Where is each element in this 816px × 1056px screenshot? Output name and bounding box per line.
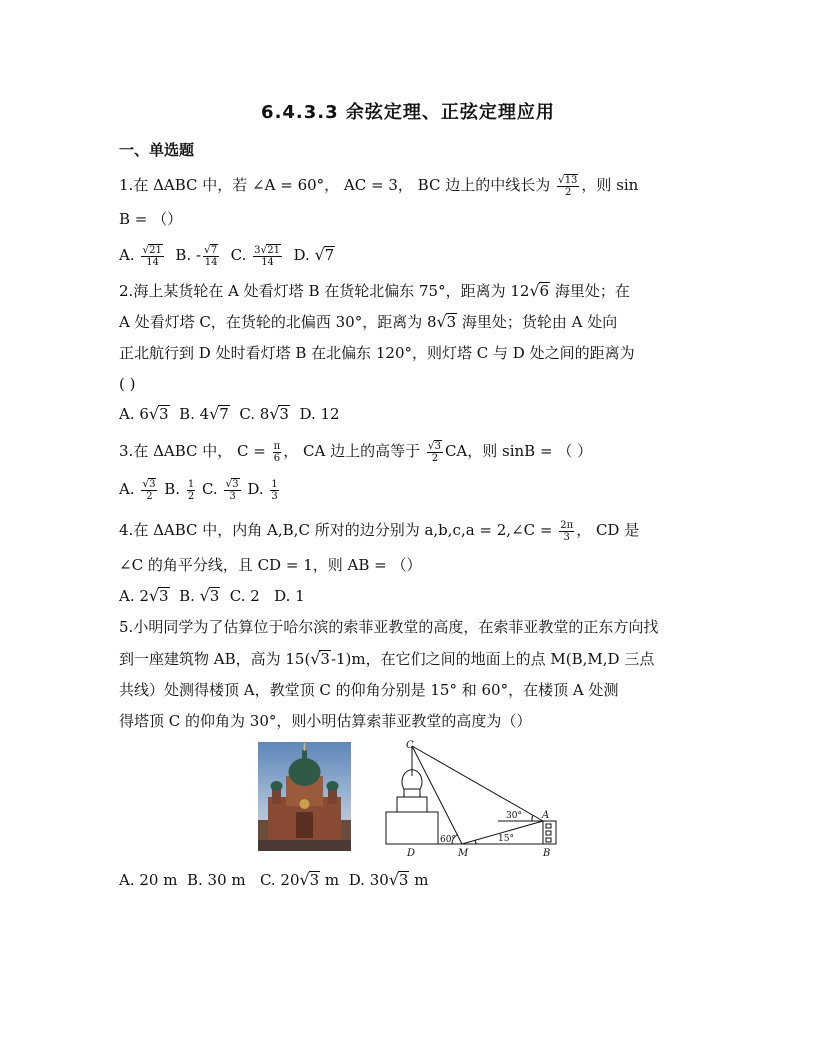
question-2-line-1: 2.海上某货轮在 A 处看灯塔 B 在货轮北偏东 75°，距离为 12√6 海里处；在	[119, 281, 630, 300]
q5-c-root: 3	[309, 871, 320, 889]
q2-option-c: C. 8	[239, 405, 270, 423]
q3-option-d: D.	[247, 480, 264, 498]
question-3-options	[119, 478, 281, 502]
q2-text-d: 海里处；货轮由 A 处向	[461, 313, 618, 331]
q4-number: 4.	[119, 521, 134, 539]
q4-option-b: B.	[179, 587, 195, 605]
q5-d-unit: m	[414, 871, 429, 889]
q2-option-b: B. 4	[179, 405, 210, 423]
q5-sqrt3: 3	[320, 650, 330, 668]
q1-option-d: D.	[293, 246, 310, 264]
label-m: M	[458, 848, 469, 859]
q5-text-a: 小明同学为了估算位于哈尔滨的索菲亚教堂的高度，在索菲亚教堂的正东方向找	[133, 618, 659, 636]
question-1-line-2: B = （）	[119, 210, 183, 228]
q1-b-sign: -	[195, 246, 202, 264]
q2-c-root: 3	[279, 405, 289, 423]
q2-text-b: 海里处；在	[554, 282, 630, 300]
q2-text-a: 海上某货轮在 A 处看灯塔 B 在货轮北偏东 75°，距离为 12	[133, 282, 530, 300]
q3-option-a: A.	[119, 480, 135, 498]
q5-option-c: C. 20	[259, 871, 300, 889]
q1-c-value: $\frac{3√21}{14}$	[254, 244, 280, 268]
label-d: D	[407, 848, 416, 859]
question-2-line-3: 正北航行到 D 处时看灯塔 B 在北偏东 120°，则灯塔 C 与 D 处之间的距离为	[119, 344, 635, 362]
question-5-line-1	[119, 616, 658, 638]
q4-a-root: 3	[158, 587, 169, 605]
q2-option-d: D. 12	[299, 405, 340, 423]
q5-text-c: -1)m，在它们之间的地面上的点 M(B,M,D 三点	[330, 650, 655, 668]
q3-option-c: C.	[201, 480, 218, 498]
q1-frac-sqrt13-over-2: $\frac{√13}{2}$	[557, 174, 578, 198]
q3-option-b: B.	[164, 480, 181, 498]
q3-b-value: $\frac{1}{2}$	[187, 478, 195, 502]
question-4-line-2: ∠C 的角平分线，且 CD = 1，则 AB = （）	[119, 556, 422, 574]
q1-option-c: C.	[230, 246, 247, 264]
q5-option-d: D. 30	[348, 871, 389, 889]
q2-option-a: A. 6	[119, 405, 149, 423]
cathedral-photo	[258, 742, 351, 851]
question-5-line-2: 到一座建筑物 AB，高为 15(√3-1)m，在它们之间的地面上的点 M(B,M,D 三点	[119, 649, 655, 668]
question-4-options: A. 2√3 B. √3 C. 2 D. 1	[119, 586, 305, 605]
q3-frac-sqrt3-over-2: $\frac{√3}{2}$	[427, 440, 441, 464]
q2-number: 2.	[119, 282, 134, 300]
q1-text-b: ，则 sin	[581, 176, 639, 194]
q5-option-a: A. 20 m	[119, 871, 178, 889]
q3-number: 3.	[119, 442, 134, 460]
question-5-line-4: 得塔顶 C 的仰角为 30°，则小明估算索菲亚教堂的高度为（）	[119, 712, 532, 730]
q1-b-value: $\frac{√7}{14}$	[204, 244, 218, 268]
arc-15	[475, 840, 476, 844]
q5-option-b: B. 30 m	[187, 871, 246, 889]
question-2-line-2: A 处看灯塔 C，在货轮的北偏西 30°，距离为 8√3 海里处；货轮由 A 处向	[119, 312, 618, 331]
q2-text-c: A 处看灯塔 C，在货轮的北偏西 30°，距离为 8	[119, 313, 437, 331]
q3-c-value: $\frac{√3}{3}$	[225, 478, 239, 502]
q3-a-value: $\frac{√3}{2}$	[142, 478, 156, 502]
question-1-line-1	[119, 174, 638, 198]
section-heading: 一、单选题	[119, 141, 195, 159]
q4-frac-2pi-over-3: $\frac{2\pi}{3}$	[560, 519, 574, 543]
question-1-options: A. $\frac{√21}{14}$ B. - $\frac{√7}{14}$ C. $\frac{3√21}{14}$ D. √7	[119, 244, 335, 268]
angle-15: 15°	[498, 834, 514, 844]
label-c: C	[406, 740, 414, 751]
question-3-line-1	[119, 440, 592, 464]
q4-option-c: C. 2	[229, 587, 260, 605]
q1-number: 1.	[119, 176, 134, 194]
question-2-options: A. 6√3 B. 4√7 C. 8√3 D. 12	[119, 404, 340, 423]
church-middle	[397, 797, 427, 812]
q5-text-b: 到一座建筑物 AB，高为 15(	[119, 650, 311, 668]
q1-text-a: 在 ΔABC 中，若 ∠A = 60°， AC = 3， BC 边上的中线长为	[133, 176, 551, 194]
question-2-line-4: ( )	[119, 375, 136, 393]
q2-b-root: 7	[219, 405, 229, 423]
question-5-options: A. 20 m B. 30 m C. 20√3 m D. 30√3 m	[119, 870, 429, 889]
q3-text-a: 在 ΔABC 中， C =	[133, 442, 266, 460]
q4-b-root: 3	[209, 587, 220, 605]
geometry-diagram	[380, 738, 560, 860]
label-b: B	[543, 848, 551, 859]
church-top	[404, 789, 420, 797]
angle-60: 60°	[440, 835, 456, 845]
q4-option-d: D. 1	[274, 587, 305, 605]
q5-c-unit: m	[324, 871, 340, 889]
q3-text-c: CA，则 sinB = （ ）	[444, 442, 593, 460]
q5-number: 5.	[119, 618, 134, 636]
q4-text-b: ， CD 是	[576, 521, 640, 539]
q2-a-root: 3	[158, 405, 169, 423]
q1-a-value: $\frac{√21}{14}$	[142, 244, 162, 268]
question-4-line-1	[119, 519, 639, 543]
label-a: A	[542, 810, 550, 821]
q1-option-a: A.	[119, 246, 135, 264]
q4-option-a: A. 2	[119, 587, 149, 605]
arc-30	[532, 815, 533, 821]
q3-frac-pi-over-6: $\frac{\pi}{6}$	[273, 440, 281, 464]
church-base	[386, 812, 438, 844]
q3-d-value: $\frac{1}{3}$	[271, 478, 278, 502]
q1-d-value: 7	[324, 246, 335, 264]
angle-30: 30°	[506, 811, 522, 821]
q2-sqrt3: 3	[446, 313, 457, 331]
q3-text-b: ， CA 边上的高等于	[283, 442, 421, 460]
q2-sqrt6: 6	[539, 282, 550, 300]
q1-option-b: B.	[175, 246, 192, 264]
page-title: 6.4.3.3 余弦定理、正弦定理应用	[261, 102, 555, 123]
q5-d-root: 3	[398, 871, 409, 889]
question-5-line-3: 共线）处测得楼顶 A，教堂顶 C 的仰角分别是 15° 和 60°，在楼顶 A 处测	[119, 681, 619, 699]
q4-text-a: 在 ΔABC 中，内角 A,B,C 所对的边分别为 a,b,c,a = 2,∠C =	[133, 521, 553, 539]
